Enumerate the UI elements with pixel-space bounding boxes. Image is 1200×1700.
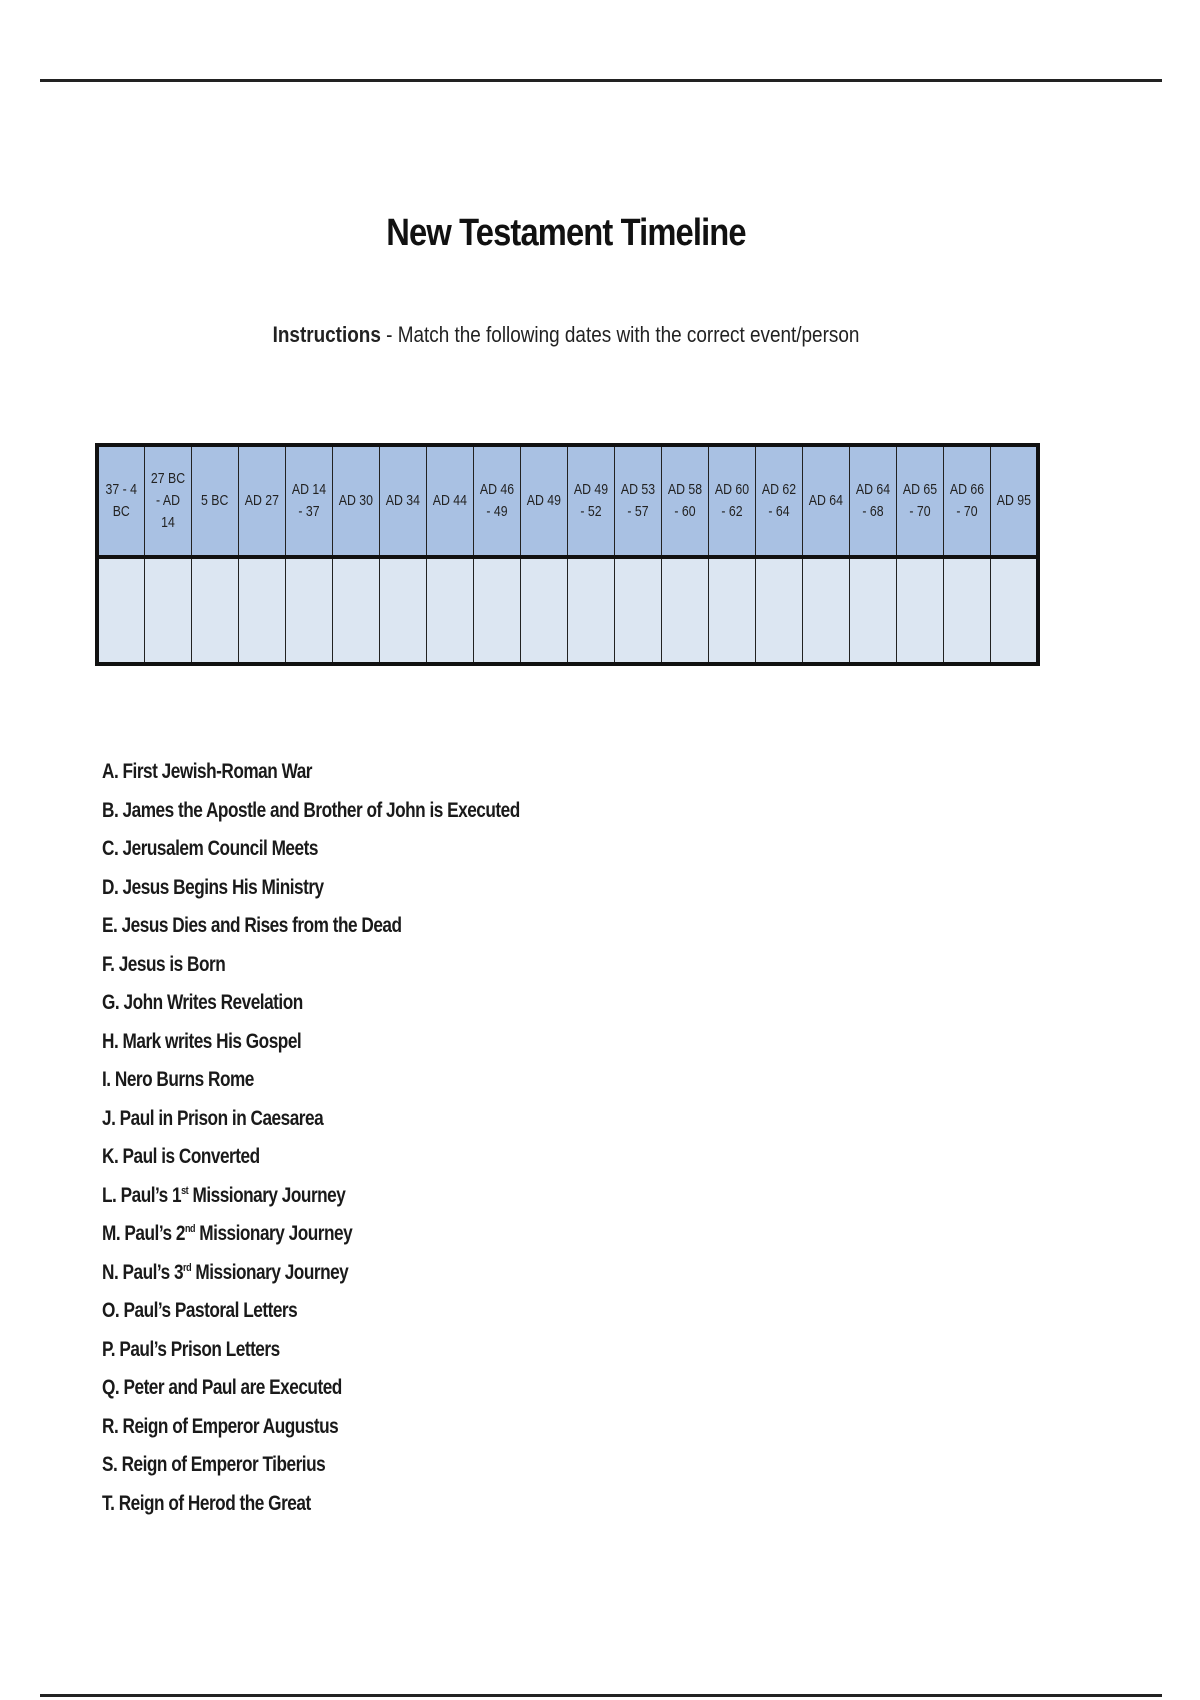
event-text: H. Mark writes His Gospel (102, 1029, 302, 1053)
event-text: T. Reign of Herod the Great (102, 1491, 311, 1515)
event-item (102, 1067, 520, 1106)
date-cell (520, 445, 567, 557)
date-cell (897, 445, 944, 557)
date-cell (379, 445, 426, 557)
event-text-after: Missionary Journey (191, 1260, 349, 1284)
date-label: AD 44 (432, 492, 467, 509)
event-item (102, 1375, 520, 1414)
event-item (102, 1491, 520, 1530)
ordinal-suffix: rd (183, 1261, 192, 1274)
timeline-table (95, 443, 1040, 666)
event-list (102, 759, 611, 1529)
event-item (102, 1106, 520, 1145)
date-cell (615, 445, 662, 557)
event-item (102, 990, 520, 1029)
answer-cell[interactable] (567, 557, 614, 664)
event-text: F. Jesus is Born (102, 952, 226, 976)
answer-cell[interactable] (991, 557, 1038, 664)
date-cell (756, 445, 803, 557)
date-label: AD 30 (338, 492, 373, 509)
date-cell (238, 445, 285, 557)
event-text: L. Paul’s 1 (102, 1183, 182, 1207)
instructions-lead: Instructions (272, 322, 381, 347)
event-text: C. Jerusalem Council Meets (102, 837, 318, 860)
answer-cell[interactable] (144, 557, 191, 664)
date-cell (803, 445, 850, 557)
event-item (102, 952, 520, 991)
date-label: AD 14 - 37 (291, 481, 326, 520)
event-item (102, 1029, 520, 1068)
date-cell (709, 445, 756, 557)
event-item (102, 1337, 520, 1376)
answer-cell[interactable] (897, 557, 944, 664)
event-text: N. Paul’s 3 (102, 1260, 184, 1284)
date-cell (944, 445, 991, 557)
event-text: Q. Peter and Paul are Executed (102, 1376, 342, 1399)
answer-cell[interactable] (426, 557, 473, 664)
timeline-date-row (97, 445, 1038, 557)
answer-cell[interactable] (850, 557, 897, 664)
event-text: O. Paul’s Pastoral Letters (102, 1299, 298, 1322)
event-text: A. First Jewish-Roman War (102, 760, 313, 783)
date-cell (332, 445, 379, 557)
event-item (102, 875, 520, 914)
event-text: E. Jesus Dies and Rises from the Dead (102, 914, 402, 937)
date-cell (850, 445, 897, 557)
date-label: AD 65 - 70 (903, 481, 938, 520)
answer-cell[interactable] (803, 557, 850, 664)
date-label: AD 62 - 64 (762, 481, 797, 520)
page-title: New Testament Timeline (386, 212, 746, 254)
event-item (102, 1452, 520, 1491)
date-label: 37 - 4 BC (105, 481, 138, 520)
date-cell (567, 445, 614, 557)
date-cell (97, 445, 144, 557)
event-item (102, 1144, 520, 1183)
instructions-line (79, 322, 1053, 348)
answer-cell[interactable] (944, 557, 991, 664)
answer-cell[interactable] (520, 557, 567, 664)
ordinal-suffix: nd (184, 1223, 196, 1235)
answer-cell[interactable] (332, 557, 379, 664)
event-item (102, 1414, 520, 1453)
date-cell (144, 445, 191, 557)
answer-cell[interactable] (662, 557, 709, 664)
event-text: J. Paul in Prison in Caesarea (102, 1106, 324, 1130)
date-label: 5 BC (200, 492, 229, 509)
date-label: AD 53 - 57 (620, 481, 656, 520)
event-text: S. Reign of Emperor Tiberius (102, 1453, 326, 1476)
event-text-after: Missionary Journey (188, 1183, 346, 1207)
date-label: AD 95 (996, 492, 1031, 509)
event-item (102, 913, 520, 952)
date-label: AD 58 - 60 (667, 481, 703, 520)
answer-cell[interactable] (709, 557, 756, 664)
event-item (102, 1260, 520, 1299)
answer-cell[interactable] (615, 557, 662, 664)
answer-cell[interactable] (97, 557, 144, 664)
date-label: AD 34 (385, 492, 420, 509)
date-label: AD 27 (244, 492, 279, 509)
date-label: AD 49 (526, 492, 562, 509)
date-cell (473, 445, 520, 557)
event-text: R. Reign of Emperor Augustus (102, 1414, 339, 1438)
event-text: K. Paul is Converted (102, 1145, 260, 1168)
event-item (102, 836, 520, 875)
date-cell (426, 445, 473, 557)
event-item (102, 798, 520, 837)
answer-cell[interactable] (238, 557, 285, 664)
event-text: I. Nero Burns Rome (102, 1068, 254, 1091)
date-label: AD 64 (809, 492, 844, 509)
answer-cell[interactable] (473, 557, 520, 664)
date-label: AD 66 - 70 (950, 481, 985, 520)
event-item (102, 759, 520, 798)
date-cell (285, 445, 332, 557)
top-divider (40, 79, 1162, 82)
timeline-answer-row (97, 557, 1038, 664)
date-label: AD 46 - 49 (479, 481, 514, 520)
event-text: M. Paul’s 2 (102, 1222, 185, 1245)
event-text: B. James the Apostle and Brother of John is Executed (102, 798, 520, 822)
answer-cell[interactable] (379, 557, 426, 664)
event-text: P. Paul’s Prison Letters (102, 1337, 280, 1361)
date-label: AD 64 - 68 (856, 481, 891, 520)
bottom-divider (40, 1694, 1162, 1697)
date-label: AD 60 - 62 (715, 481, 750, 520)
date-label: AD 49 - 52 (573, 481, 609, 520)
event-text-after: Missionary Journey (195, 1222, 353, 1245)
date-cell (991, 445, 1038, 557)
date-cell (191, 445, 238, 557)
answer-cell[interactable] (285, 557, 332, 664)
answer-cell[interactable] (756, 557, 803, 664)
event-item (102, 1183, 520, 1222)
event-text: D. Jesus Begins His Ministry (102, 875, 324, 899)
event-item (102, 1221, 520, 1260)
date-cell (662, 445, 709, 557)
event-item (102, 1298, 520, 1337)
event-text: G. John Writes Revelation (102, 991, 303, 1014)
date-label: 27 BC - AD 14 (150, 470, 185, 531)
instructions-text: - Match the following dates with the correct event/person (380, 322, 860, 347)
answer-cell[interactable] (191, 557, 238, 664)
ordinal-suffix: st (181, 1184, 189, 1197)
